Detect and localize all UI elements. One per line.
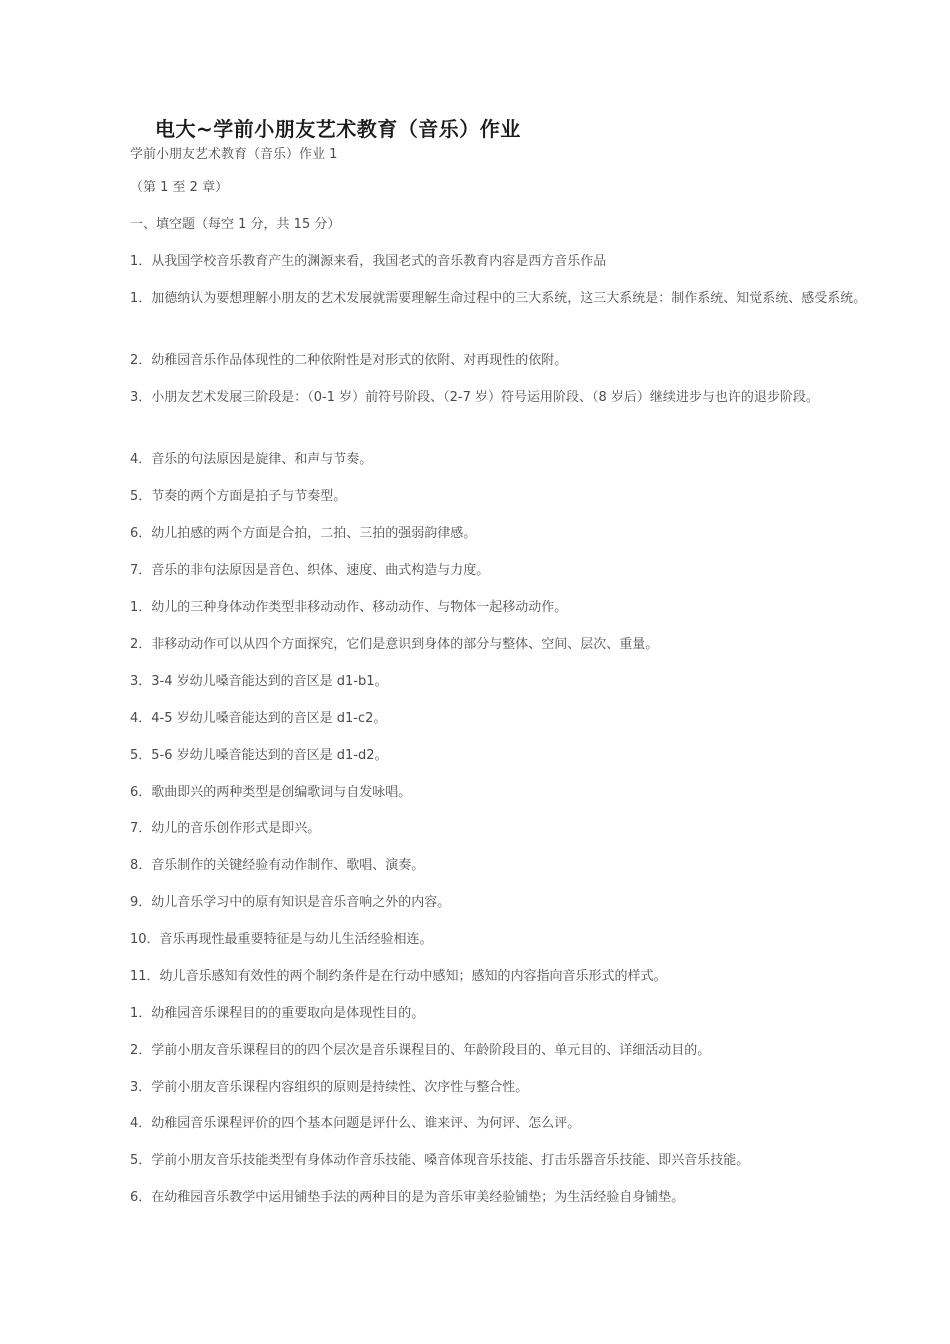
- question-line: 3．小朋友艺术发展三阶段是：（0-1 岁）前符号阶段、（2-7 岁）符号运用阶段、（8 岁后）继续进步与也许的退步阶段。: [130, 390, 819, 405]
- question-line: 8．音乐制作的关键经验有动作制作、歌唱、演奏。: [130, 858, 425, 873]
- assignment-subtitle: 学前小朋友艺术教育（音乐）作业 1: [130, 147, 338, 162]
- document-title: 电大~学前小朋友艺术教育（音乐）作业: [155, 117, 521, 141]
- chapter-range: （第 1 至 2 章）: [130, 180, 229, 195]
- question-line: 5．学前小朋友音乐技能类型有身体动作音乐技能、嗓音体现音乐技能、打击乐器音乐技能、即兴音乐技能。: [130, 1153, 750, 1168]
- question-line: 10．音乐再现性最重要特征是与幼儿生活经验相连。: [130, 932, 433, 947]
- question-line: 4．4-5 岁幼儿嗓音能达到的音区是 d1-c2。: [130, 711, 387, 726]
- question-line: 3．学前小朋友音乐课程内容组织的原则是持续性、次序性与整合性。: [130, 1080, 529, 1095]
- question-line: 6．在幼稚园音乐教学中运用铺垫手法的两种目的是为音乐审美经验铺垫；为生活经验自身铺垫。: [130, 1190, 685, 1205]
- question-line: 2．非移动动作可以从四个方面探究，它们是意识到身体的部分与整体、空间、层次、重量。: [130, 637, 659, 652]
- section-heading: 一、填空题（每空 1 分，共 15 分）: [130, 217, 341, 232]
- question-line: 6．歌曲即兴的两种类型是创编歌词与自发咏唱。: [130, 785, 412, 800]
- question-line: 4．音乐的句法原因是旋律、和声与节奏。: [130, 452, 373, 467]
- question-line: 11．幼儿音乐感知有效性的两个制约条件是在行动中感知；感知的内容指向音乐形式的样式。: [130, 969, 667, 984]
- question-line: 1．从我国学校音乐教育产生的渊源来看，我国老式的音乐教育内容是西方音乐作品: [130, 254, 607, 269]
- question-line: 3．3-4 岁幼儿嗓音能达到的音区是 d1-b1。: [130, 674, 388, 689]
- question-line: 5．节奏的两个方面是拍子与节奏型。: [130, 489, 347, 504]
- question-line: 2．学前小朋友音乐课程目的的四个层次是音乐课程目的、年龄阶段目的、单元目的、详细活动目的。: [130, 1043, 711, 1058]
- question-line: 7．音乐的非句法原因是音色、织体、速度、曲式构造与力度。: [130, 563, 490, 578]
- question-line: 7．幼儿的音乐创作形式是即兴。: [130, 821, 321, 836]
- question-line: 5．5-6 岁幼儿嗓音能达到的音区是 d1-d2。: [130, 748, 388, 763]
- question-line: 1．加德纳认为要想理解小朋友的艺术发展就需要理解生命过程中的三大系统，这三大系统是：制作系统、知觉系统、感受系统。: [130, 291, 867, 306]
- question-line: 6．幼儿拍感的两个方面是合拍，二拍、三拍的强弱韵律感。: [130, 526, 477, 541]
- question-line: 1．幼稚园音乐课程目的的重要取向是体现性目的。: [130, 1006, 425, 1021]
- question-line: 1．幼儿的三种身体动作类型非移动动作、移动动作、与物体一起移动动作。: [130, 600, 568, 615]
- question-line: 2．幼稚园音乐作品体现性的二种依附性是对形式的依附、对再现性的依附。: [130, 353, 568, 368]
- question-line: 9．幼儿音乐学习中的原有知识是音乐音响之外的内容。: [130, 895, 451, 910]
- question-line: 4．幼稚园音乐课程评价的四个基本问题是评什么、谁来评、为何评、怎么评。: [130, 1116, 581, 1131]
